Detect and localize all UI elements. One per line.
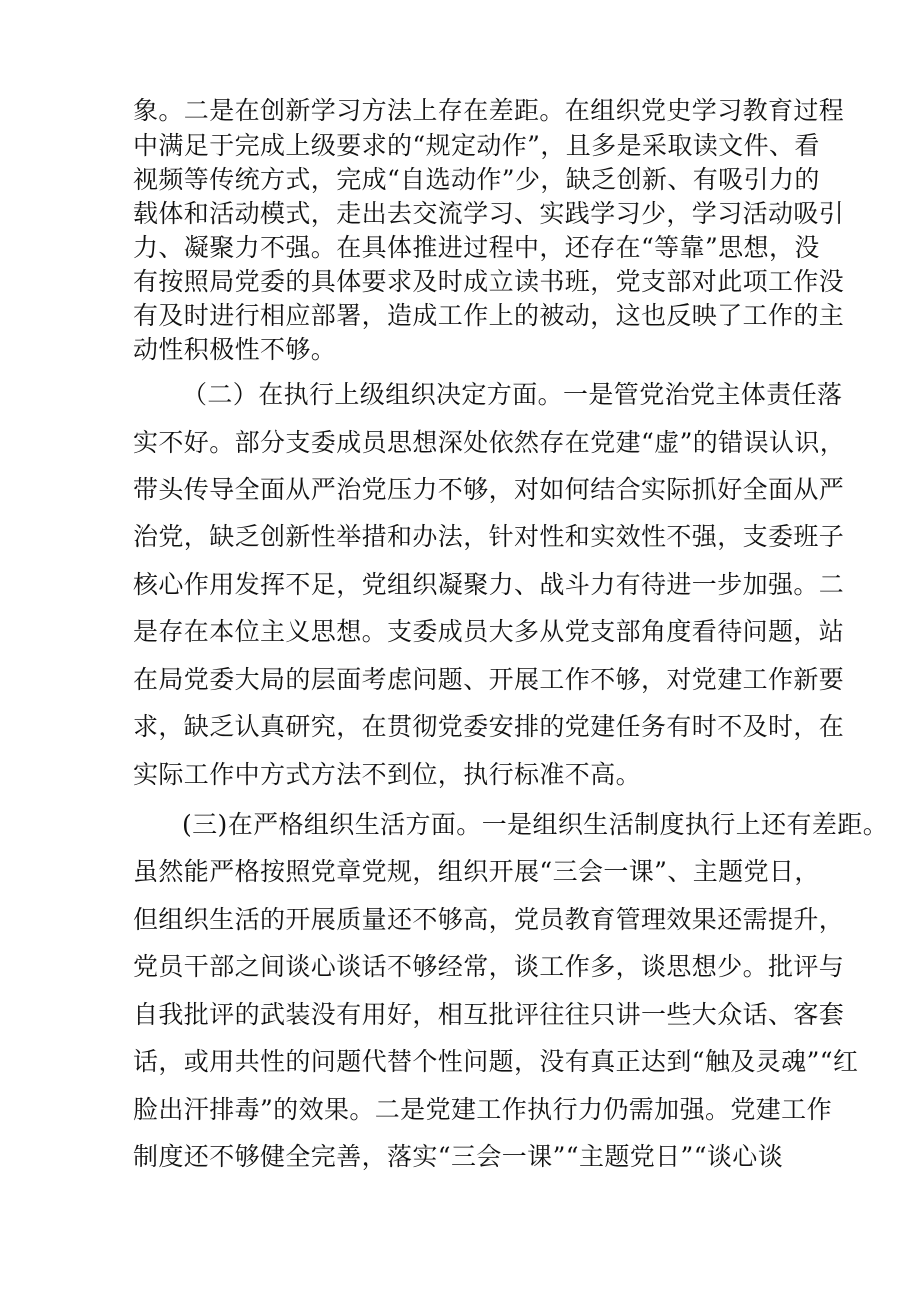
text-line: 中满足于完成上级要求的“规定动作”，且多是采取读文件、看: [133, 131, 820, 160]
text-line: 话，或用共性的问题代替个性问题，没有真正达到“触及灵魂”“红: [133, 1047, 859, 1076]
text-line: 自我批评的武装没有用好，相互批评往往只讲一些大众话、客套: [133, 1000, 845, 1029]
text-line: 力、凝聚力不强。在具体推进过程中，还存在“等靠”思想，没: [133, 233, 820, 262]
section-heading-line: (三)在严格组织生活方面。一是组织生活制度执行上还有差距。: [182, 810, 889, 839]
text-line: 脸出汗排毒”的效果。二是党建工作执行力仍需加强。党建工作: [133, 1095, 832, 1124]
text-line: 核心作用发挥不足，党组织凝聚力、战斗力有待进一步加强。二: [133, 570, 845, 599]
text-line: 象。二是在创新学习方法上存在差距。在组织党史学习教育过程: [133, 96, 845, 125]
section-heading-line: （二）在执行上级组织决定方面。一是管党治党主体责任落: [182, 380, 843, 409]
text-line: 制度还不够健全完善，落实“三会一课”“主题党日”“谈心谈: [133, 1142, 784, 1171]
text-line: 但组织生活的开展质量还不够高，党员教育管理效果还需提升，: [133, 905, 845, 934]
text-line: 实不好。部分支委成员思想深处依然存在党建“虚”的错误认识，: [133, 428, 846, 457]
text-line: 动性积极性不够。: [133, 335, 337, 364]
text-line: 实际工作中方式方法不到位，执行标准不高。: [133, 760, 642, 789]
text-line: 治党，缺乏创新性举措和办法，针对性和实效性不强，支委班子: [133, 522, 845, 551]
text-line: 带头传导全面从严治党压力不够，对如何结合实际抓好全面从严: [133, 475, 845, 504]
text-line: 是存在本位主义思想。支委成员大多从党支部角度看待问题，站: [133, 617, 845, 646]
text-line: 载体和活动模式，走出去交流学习、实践学习少，学习活动吸引: [133, 199, 845, 228]
text-line: 党员干部之间谈心谈话不够经常，谈工作多，谈思想少。批评与: [133, 952, 845, 981]
text-line: 虽然能严格按照党章党规，组织开展“三会一课”、主题党日，: [133, 857, 820, 886]
text-line: 有按照局党委的具体要求及时成立读书班，党支部对此项工作没: [133, 267, 845, 296]
text-line: 在局党委大局的层面考虑问题、开展工作不够，对党建工作新要: [133, 665, 845, 694]
text-line: 视频等传统方式，完成“自选动作”少，缺乏创新、有吸引力的: [133, 165, 820, 194]
text-line: 求，缺乏认真研究，在贯彻党委安排的党建任务有时不及时，在: [133, 712, 845, 741]
text-line: 有及时进行相应部署，造成工作上的被动，这也反映了工作的主: [133, 301, 845, 330]
